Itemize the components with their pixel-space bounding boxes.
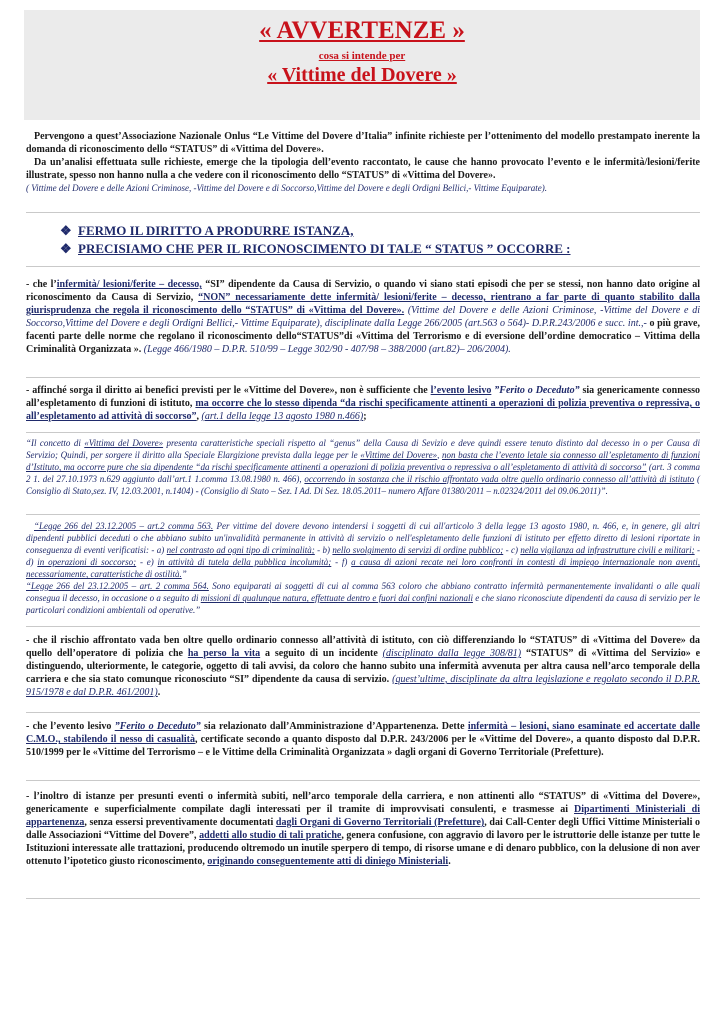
bullet-list xyxy=(60,222,700,258)
header-box xyxy=(24,10,700,120)
divider xyxy=(26,514,700,515)
quote-legge-266: “Legge 266 del 23.12.2005 – art.2 comma 563. Per vittime del dovere devono intendersi i soggetti di cui all'articolo 3 della legge 13 agosto 1980, n. 466, e, in genere, gli altri dipendenti pubblici deceduti o che abbiano subito un'invalidità permanente in attività di servizio o nell'espletamento delle funzioni di istituto per effetto diretto di lesioni riportate in conseguenza di eventi verificatisi: - a) nel contrasto ad ogni tipo di criminalità; - b) nello svolgimento di servizi di ordine pubblico; - c) nella vigilanza ad infrastrutture civili e militari; - d) in operazioni di soccorso; - e) in attività di tutela della pubblica incolumità; - f) a causa di azioni recate nei loro confronti in contesti di impiego internazionale non aventi, necessariamente, caratteristiche di ostilità.” “Legge 266 del 23.12.2005 – art. 2 comma 564. Sono equiparati ai soggetti di cui al comma 563 coloro che abbiano contratto infermità permanentemente invalidanti o alle quali consegua il decesso, in occasione o a seguito di missioni di qualunque natura, effettuate dentro e fuori dai confini nazionali e che siano riconosciute dipendenti da causa di servizio per le particolari condizioni ambientali od operative.” xyxy=(26,521,701,615)
intro-paragraph-2: Da un’analisi effettuata sulle richieste, emerge che la tipologia dell’evento raccontato, le cause che hanno provocato l’evento e le infermità/lesioni/ferite illustrate, spesso non hanno nulla a che vedere con il riconoscimento dello “STATUS” di «Vittima del Dovere». xyxy=(26,157,700,181)
quote-consiglio-stato: “Il concetto di «Vittima del Dovere» presenta caratteristiche speciali rispetto al “genus” della Causa di Sevizio e deve quindi essere tenuto distinto dal decesso in o per Causa di Servizio; Quindi, per sorgere il diritto alla Speciale Elargizione prevista dalla legge per le «Vittime del Dovere», non basta che l’evento letale sia connesso all’espletamento di funzioni d’Istituto, ma occorre pure che sia dipendente “da rischi specificamente attinenti a operazioni di polizia preventiva o repressiva o all’espletamento di attività di soccorso” (art. 3 comma 2 1. del 27.10.1973 n.629 aggiunto dall’art.1 1.comma 13.08.1980 n. 466), occorrendo in sostanza che il rischio affrontato vada oltre quello ordinario connesso all’attività di istituto ( Consiglio di Stato,sez. IV, 12.03.2001, n.1404) - (Consiglio di Stato – Sez. I Ad. Di Sez. 18.05.2011– numero Affare 01380/2011 – n.02324/2011 del 09.06.2011)”. xyxy=(26,438,701,496)
divider xyxy=(26,432,700,433)
page-subtitle: cosa si intende per xyxy=(318,50,406,62)
page-title: « AVVERTENZE » xyxy=(259,17,465,44)
divider xyxy=(26,377,700,378)
diamond-bullet-icon: ❖ xyxy=(60,223,72,238)
section-rischio: - che il rischio affrontato vada ben oltre quello ordinario connesso all’attività di istituto, con ciò differenziando lo “STATUS” di «Vittima del Dovere» da quello dell’operatore di polizia che ha perso la vita a seguito di un incidente (disciplinato dalla legge 308/81) “STATUS” di «Vittima del Servizio» e distinguendo, ulteriormente, le categorie, oggetto di tali avvisi, da coloro che hanno subito una infermità avvenuta per altra causa nell’arco temporale della carriera e che sia stato comunque riconosciuto “SI” dipendente da causa di servizio. (quest’ultime, disciplinate da altra legislazione e regolato secondo il D.P.R. 915/1978 e dal D.P.R. 461/2001). xyxy=(26,635,701,698)
divider xyxy=(26,266,700,267)
page-title-secondary: « Vittime del Dovere » xyxy=(267,64,457,86)
section-infermita: - che l’infermità/ lesioni/ferite – decesso, “SI” dipendente da Causa di Servizio, o quando vi siano stati episodi che per se stessi, non hanno dato origine al riconoscimento da Causa di Servizio, “NON” necessariamente dette infermità/ lesioni/ferite – decesso, rientrano a far parte di quanto stabilito dalla giurisprudenza che regola il riconoscimento dello “STATUS” di «Vittima del Dovere». (Vittime del Dovere e delle Azioni Criminose, -Vittime del Dovere e di Soccorso,Vittime del Dovere e degli Ordigni Bellici,- Vittime Equiparate), disciplinate dalla Legge 266/2005 (art.563 o 564)- D.P.R.243/2006 e succ. int.,- o più grave, facenti parte delle norme che regolano il riconoscimento dello“STATUS”di «Vittima del Terrorismo e di eversione dell’ordine democratico – Vittima della Criminalità Organizzata ». (Legge 466/1980 – D.P.R. 510/99 – Legge 302/90 - 407/98 – 388/2000 (art.82)– 206/2004). xyxy=(26,279,701,355)
intro-paragraph-1: Pervengono a quest’Associazione Nazionale Onlus “Le Vittime del Dovere d’Italia” infinite richieste per l’ottenimento del modello prestampato inerente la domanda di riconoscimento dello “STATUS” di «Vittima del Dovere». xyxy=(26,131,700,155)
divider xyxy=(26,212,700,213)
section-amministrazione: - che l’evento lesivo ”Ferito o Deceduto” sia relazionato dall’Amministrazione d’Appartenenza. Dette infermità – lesioni, siano esaminate ed accertate dalle C.M.O., stabilendo il nesso di casualità, certificate secondo a quanto disposto dal D.P.R. 243/2006 per le «Vittime del Dovere», a quanto disposto dal D.P.R. 510/1999 per le «Vittime del Terrorismo – e le Vittime della Criminalità Organizzata » dagli organi di Governo Territoriale (Prefetture). xyxy=(26,721,701,758)
bullet-item: ❖ FERMO IL DIRITTO A PRODURRE ISTANZA, xyxy=(60,223,354,238)
diamond-bullet-icon: ❖ xyxy=(60,241,72,256)
bullet-item: ❖ PRECISIAMO CHE PER IL RICONOSCIMENTO DI TALE “ STATUS ” OCCORRE : xyxy=(60,241,571,256)
intro-section xyxy=(26,130,700,195)
divider xyxy=(26,898,700,899)
divider xyxy=(26,626,700,627)
section-evento-lesivo: - affinché sorga il diritto ai benefici previsti per le «Vittime del Dovere», non è sufficiente che l’evento lesivo ”Ferito o Deceduto” sia genericamente connesso all’espletamento di funzioni di istituto, ma occorre che lo stesso dipenda “da rischi specificamente attinenti a operazioni di polizia preventiva o repressiva, o all’espletamento ad attività di soccorso”, (art.1 della legge 13 agosto 1980 n.466); xyxy=(26,385,701,422)
section-inoltro-istanze: - l’inoltro di istanze per presunti eventi o infermità subiti, nell’arco temporale della carriera, e non attinenti allo “STATUS” di «Vittima del Dovere», genericamente e superficialmente compilate dagli interessati per il tramite di improvvisati consulenti, e trasmesse ai Dipartimenti Ministeriali di appartenenza, senza essersi preventivamente documentati dagli Organi di Governo Territoriali (Prefetture), dai Call-Center degli Uffici Vittime Ministeriali o dalle Associazioni “Vittime del Dovere”, addetti allo studio di tali pratiche, genera confusione, con aggravio di lavoro per le istruttorie delle istanze per tutte le Istituzioni interessate alle trattazioni, producendo oltremodo un inutile sperpero di tempo, di risorse umane e di denaro pubblico, con la delusione di non aver ottenuto l’ipotetico giusto riconoscimento, originando conseguentemente atti di diniego Ministeriali. xyxy=(26,791,700,867)
divider xyxy=(26,780,700,781)
divider xyxy=(26,712,700,713)
intro-categories: ( Vittime del Dovere e delle Azioni Criminose, -Vittime del Dovere e di Soccorso,Vittime del Dovere e degli Ordigni Bellici,- Vittime Equiparate). xyxy=(26,183,547,193)
